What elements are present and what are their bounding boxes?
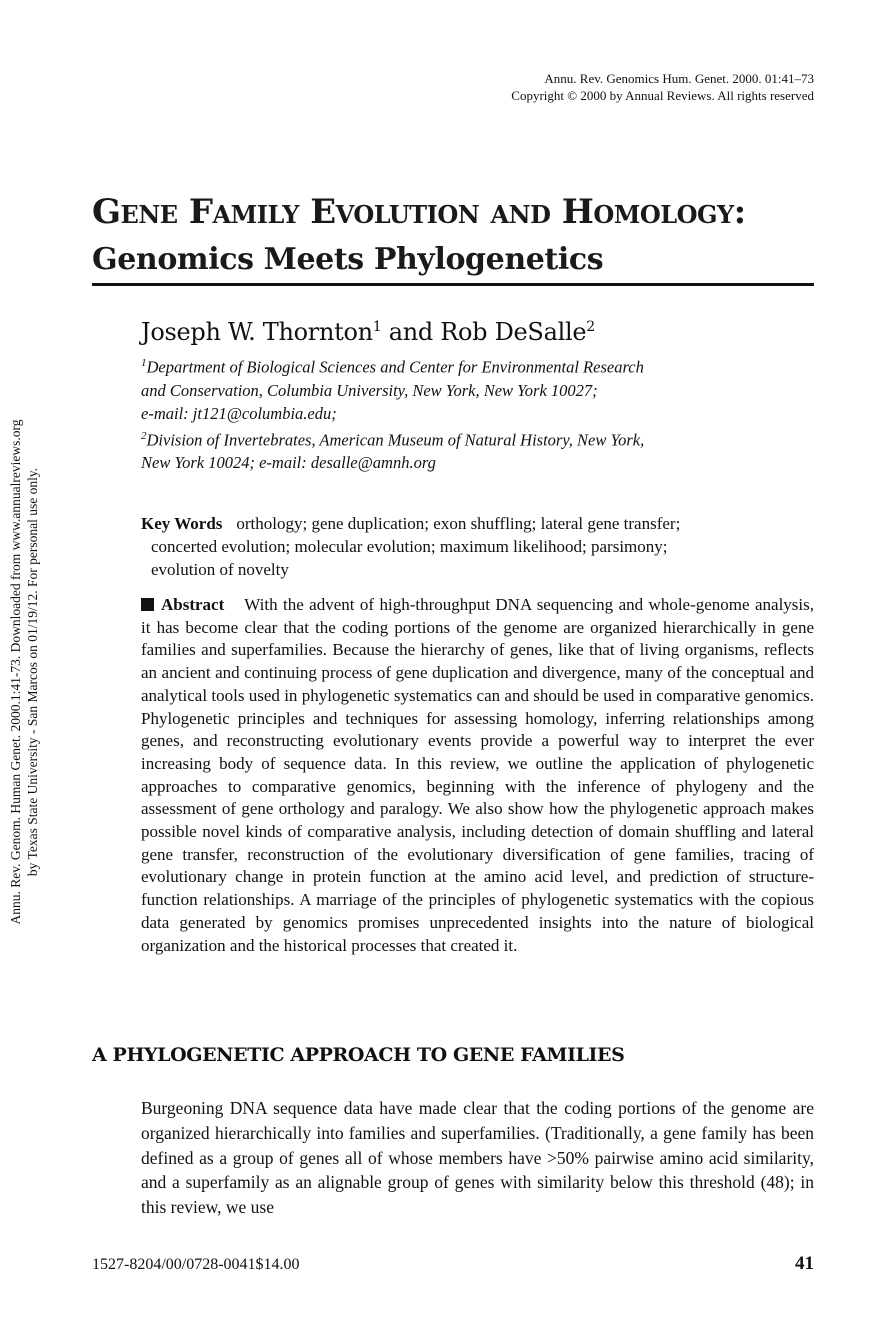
keywords-block: [141, 512, 821, 581]
affil-1-email: e-mail: jt121@columbia.edu;: [141, 403, 337, 423]
keywords-label: Key Words: [141, 514, 223, 533]
abstract-block: [141, 594, 814, 957]
affil-2-line-2: New York 10024; e-mail: desalle@amnh.org: [141, 453, 436, 472]
keywords-line-3: evolution of novelty: [151, 560, 289, 579]
author-1: Joseph W. Thornton: [141, 318, 373, 346]
author-connector: and: [381, 318, 441, 346]
affiliations: [141, 352, 821, 474]
sidebar-line-1: Annu. Rev. Genom. Human Genet. 2000.1:41-73. Downloaded from www.annualreviews.org: [8, 419, 23, 925]
article-title: [92, 186, 814, 282]
affil-1-line-2: and Conservation, Columbia University, New York, New York 10027;: [141, 380, 598, 400]
abstract-text: With the advent of high-throughput DNA sequencing and whole-genome analysis, it has become clear that the coding portions of the genome are organized hierarchically in gene families and superfamilies. Because the hierarchy of genes, like that of living organisms, reflects an ancient and continuing process of gene duplication and divergence, many of the conceptual and analytical tools used in phylogenetic systematics can and should be used in comparative genomics. Phylogenetic principles and techniques for assessing homology, inferring relationships among genes, and reconstructing evolutionary events provide a powerful way to interpret the ever increasing body of sequence data. In this review, we outline the application of phylogenetic approaches to comparative genomics, beginning with the inference of phylogeny and the assessment of gene orthology and paralogy. We also show how the phylogenetic approach makes possible novel kinds of comparative analysis, including detection of domain shuffling and lateral gene transfer, reconstruction of the evolutionary diversification of gene families, tracing of evolutionary change in protein function at the amino acid level, and prediction of structure-function relationships. A marriage of the principles of phylogenetic systematics with the copious data generated by genomics promises unprecedented insights into the nature of biological organization and the historical processes that created it.: [141, 595, 814, 955]
title-line-1: Gene Family Evolution and Homology:: [92, 192, 746, 232]
affil-2-mark: 2: [141, 429, 147, 442]
affil-1-line-1: Department of Biological Sciences and Center for Environmental Research: [146, 357, 644, 377]
journal-header: [511, 70, 814, 104]
title-line-2: Genomics Meets Phylogenetics: [92, 242, 604, 277]
affil-1-mark: 1: [141, 357, 147, 369]
author-2: Rob DeSalle: [440, 318, 587, 346]
abstract-label: Abstract: [161, 595, 225, 614]
section-heading: A PHYLOGENETIC APPROACH TO GENE FAMILIES: [92, 1044, 625, 1066]
footer-code: 1527-8204/00/0728-0041$14.00: [92, 1256, 300, 1273]
author-2-mark: 2: [586, 319, 595, 335]
download-sidebar: [7, 352, 41, 992]
copyright-line: Copyright © 2000 by Annual Reviews. All rights reserved: [511, 88, 814, 103]
sidebar-line-2: by Texas State University - San Marcos on 01/19/12. For personal use only.: [25, 467, 40, 877]
affil-2-line-1: Division of Invertebrates, American Museum of Natural History, New York,: [146, 430, 645, 449]
page-number: 41: [795, 1253, 814, 1274]
author-1-mark: 1: [372, 319, 382, 335]
abstract-square-icon: [141, 598, 154, 611]
body-paragraph: Burgeoning DNA sequence data have made clear that the coding portions of the genome are organized hierarchically into families and superfamilies. (Traditionally, a gene family has been defined as a group of genes all of whose members have >50% pairwise amino acid similarity, and a superfamily as an alignable group of genes with similarity below this threshold (48); in this review, we use: [141, 1098, 814, 1218]
author-line: [141, 318, 595, 346]
keywords-line-1: orthology; gene duplication; exon shuffling; lateral gene transfer;: [236, 514, 681, 533]
keywords-line-2: concerted evolution; molecular evolution; maximum likelihood; parsimony;: [151, 537, 668, 556]
title-rule: [92, 283, 814, 286]
journal-citation: Annu. Rev. Genomics Hum. Genet. 2000. 01:41–73: [544, 71, 814, 86]
